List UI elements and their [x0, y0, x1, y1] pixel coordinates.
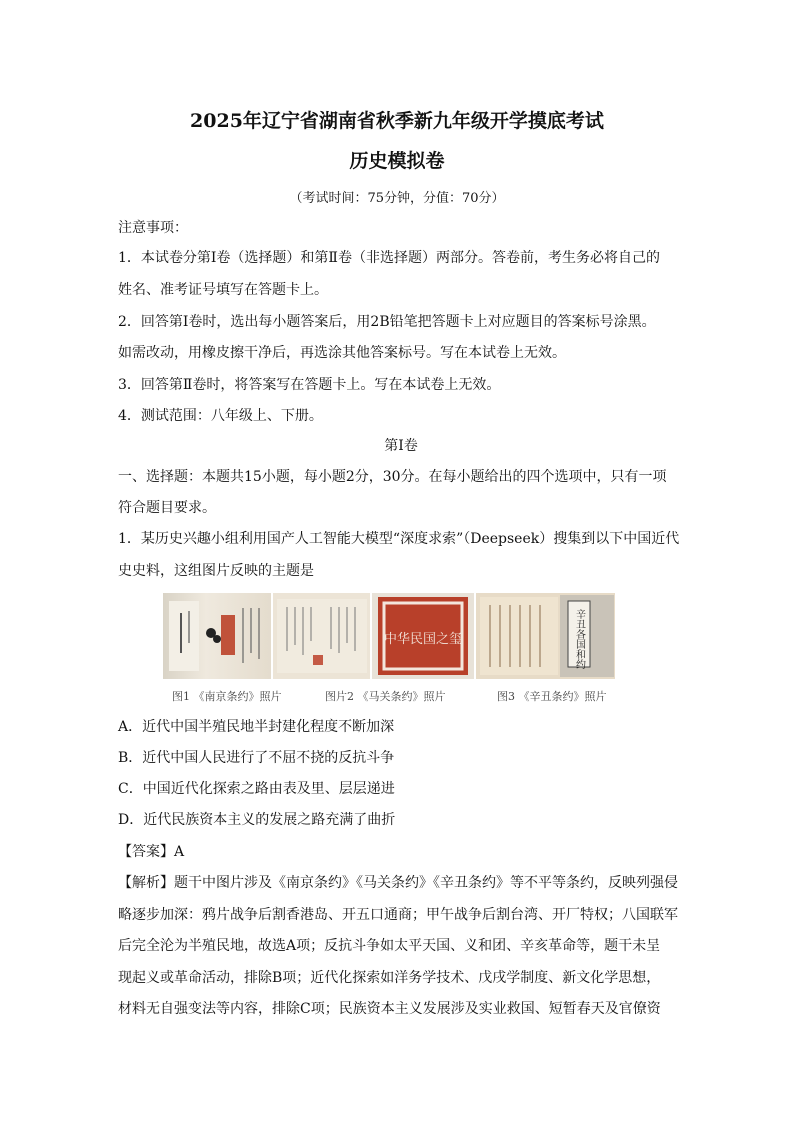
analysis-line: 材料无自强变法等内容，排除C项；民族资本主义发展涉及实业救国、短暂春天及官僚资: [118, 1001, 661, 1017]
option-a: A．近代中国半殖民地半封建化程度不断加深: [118, 719, 395, 735]
notes-line: 姓名、准考证号填写在答题卡上。: [118, 282, 328, 298]
xinchou-treaty-photo: [476, 593, 615, 679]
answer-label: 【答案】A: [118, 844, 185, 860]
analysis-line: 后完全沦为半殖民地，故选A项；反抗斗争如太平天国、义和团、辛亥革命等，题干未呈: [118, 938, 661, 954]
notes-line: 4．测试范围：八年级上、下册。: [118, 408, 323, 424]
section-intro: 一、选择题：本题共15小题，每小题2分，30分。在每小题给出的四个选项中，只有一项: [118, 469, 667, 485]
notes-line: 3．回答第Ⅱ卷时，将答案写在答题卡上。写在本试卷上无效。: [118, 377, 501, 393]
photo-caption: 图1 《南京条约》照片: [172, 690, 282, 703]
exam-info: （考试时间：75分钟，分值：70分）: [289, 191, 505, 206]
question-stem: 史史料，这组图片反映的主题是: [118, 563, 314, 579]
photo-caption: 图片2 《马关条约》照片: [325, 690, 446, 703]
analysis-line: 【解析】题干中图片涉及《南京条约》《马关条约》《辛丑条约》等不平等条约，反映列强侵: [118, 875, 678, 891]
photo-caption: 图3 《辛丑条约》照片: [497, 690, 607, 703]
section-title: 第Ⅰ卷: [384, 438, 418, 454]
exam-title: 2025年辽宁省湖南省秋季新九年级开学摸底考试: [190, 110, 604, 132]
question-stem: 1．某历史兴趣小组利用国产人工智能大模型“深度求索”（Deepseek）搜集到以下中国近代: [118, 531, 680, 547]
notes-line: 1．本试卷分第Ⅰ卷（选择题）和第Ⅱ卷（非选择题）两部分。答卷前，考生务必将自己的: [118, 250, 660, 266]
book-title-text: 辛丑各国和约: [573, 609, 585, 669]
option-d: D．近代民族资本主义的发展之路充满了曲折: [118, 812, 396, 828]
analysis-line: 现起义或革命活动，排除B项；近代化探索如洋务学技术、戊戌学制度、新文化学思想，: [118, 970, 661, 986]
maguan-treaty-photo: [273, 593, 371, 679]
exam-subtitle: 历史模拟卷: [349, 150, 445, 172]
option-c: C．中国近代化探索之路由表及里、层层递进: [118, 781, 395, 797]
notes-heading: 注意事项：: [118, 220, 188, 236]
option-b: B．近代中国人民进行了不屈不挠的反抗斗争: [118, 750, 395, 766]
analysis-line: 略逐步加深：鸦片战争后割香港岛、开五口通商；甲午战争后割台湾、开厂特权；八国联军: [118, 907, 678, 923]
treaty-seal-photo: [372, 593, 474, 679]
treaty-photos: [163, 593, 615, 679]
nanjing-treaty-photo: [163, 593, 271, 679]
notes-line: 2．回答第Ⅰ卷时，选出每小题答案后，用2B铅笔把答题卡上对应题目的答案标号涂黑。: [118, 314, 656, 330]
seal-text: 中华民国之玺: [384, 632, 463, 647]
section-intro: 符合题目要求。: [118, 500, 216, 516]
notes-line: 如需改动，用橡皮擦干净后，再选涂其他答案标号。写在本试卷上无效。: [118, 345, 566, 361]
